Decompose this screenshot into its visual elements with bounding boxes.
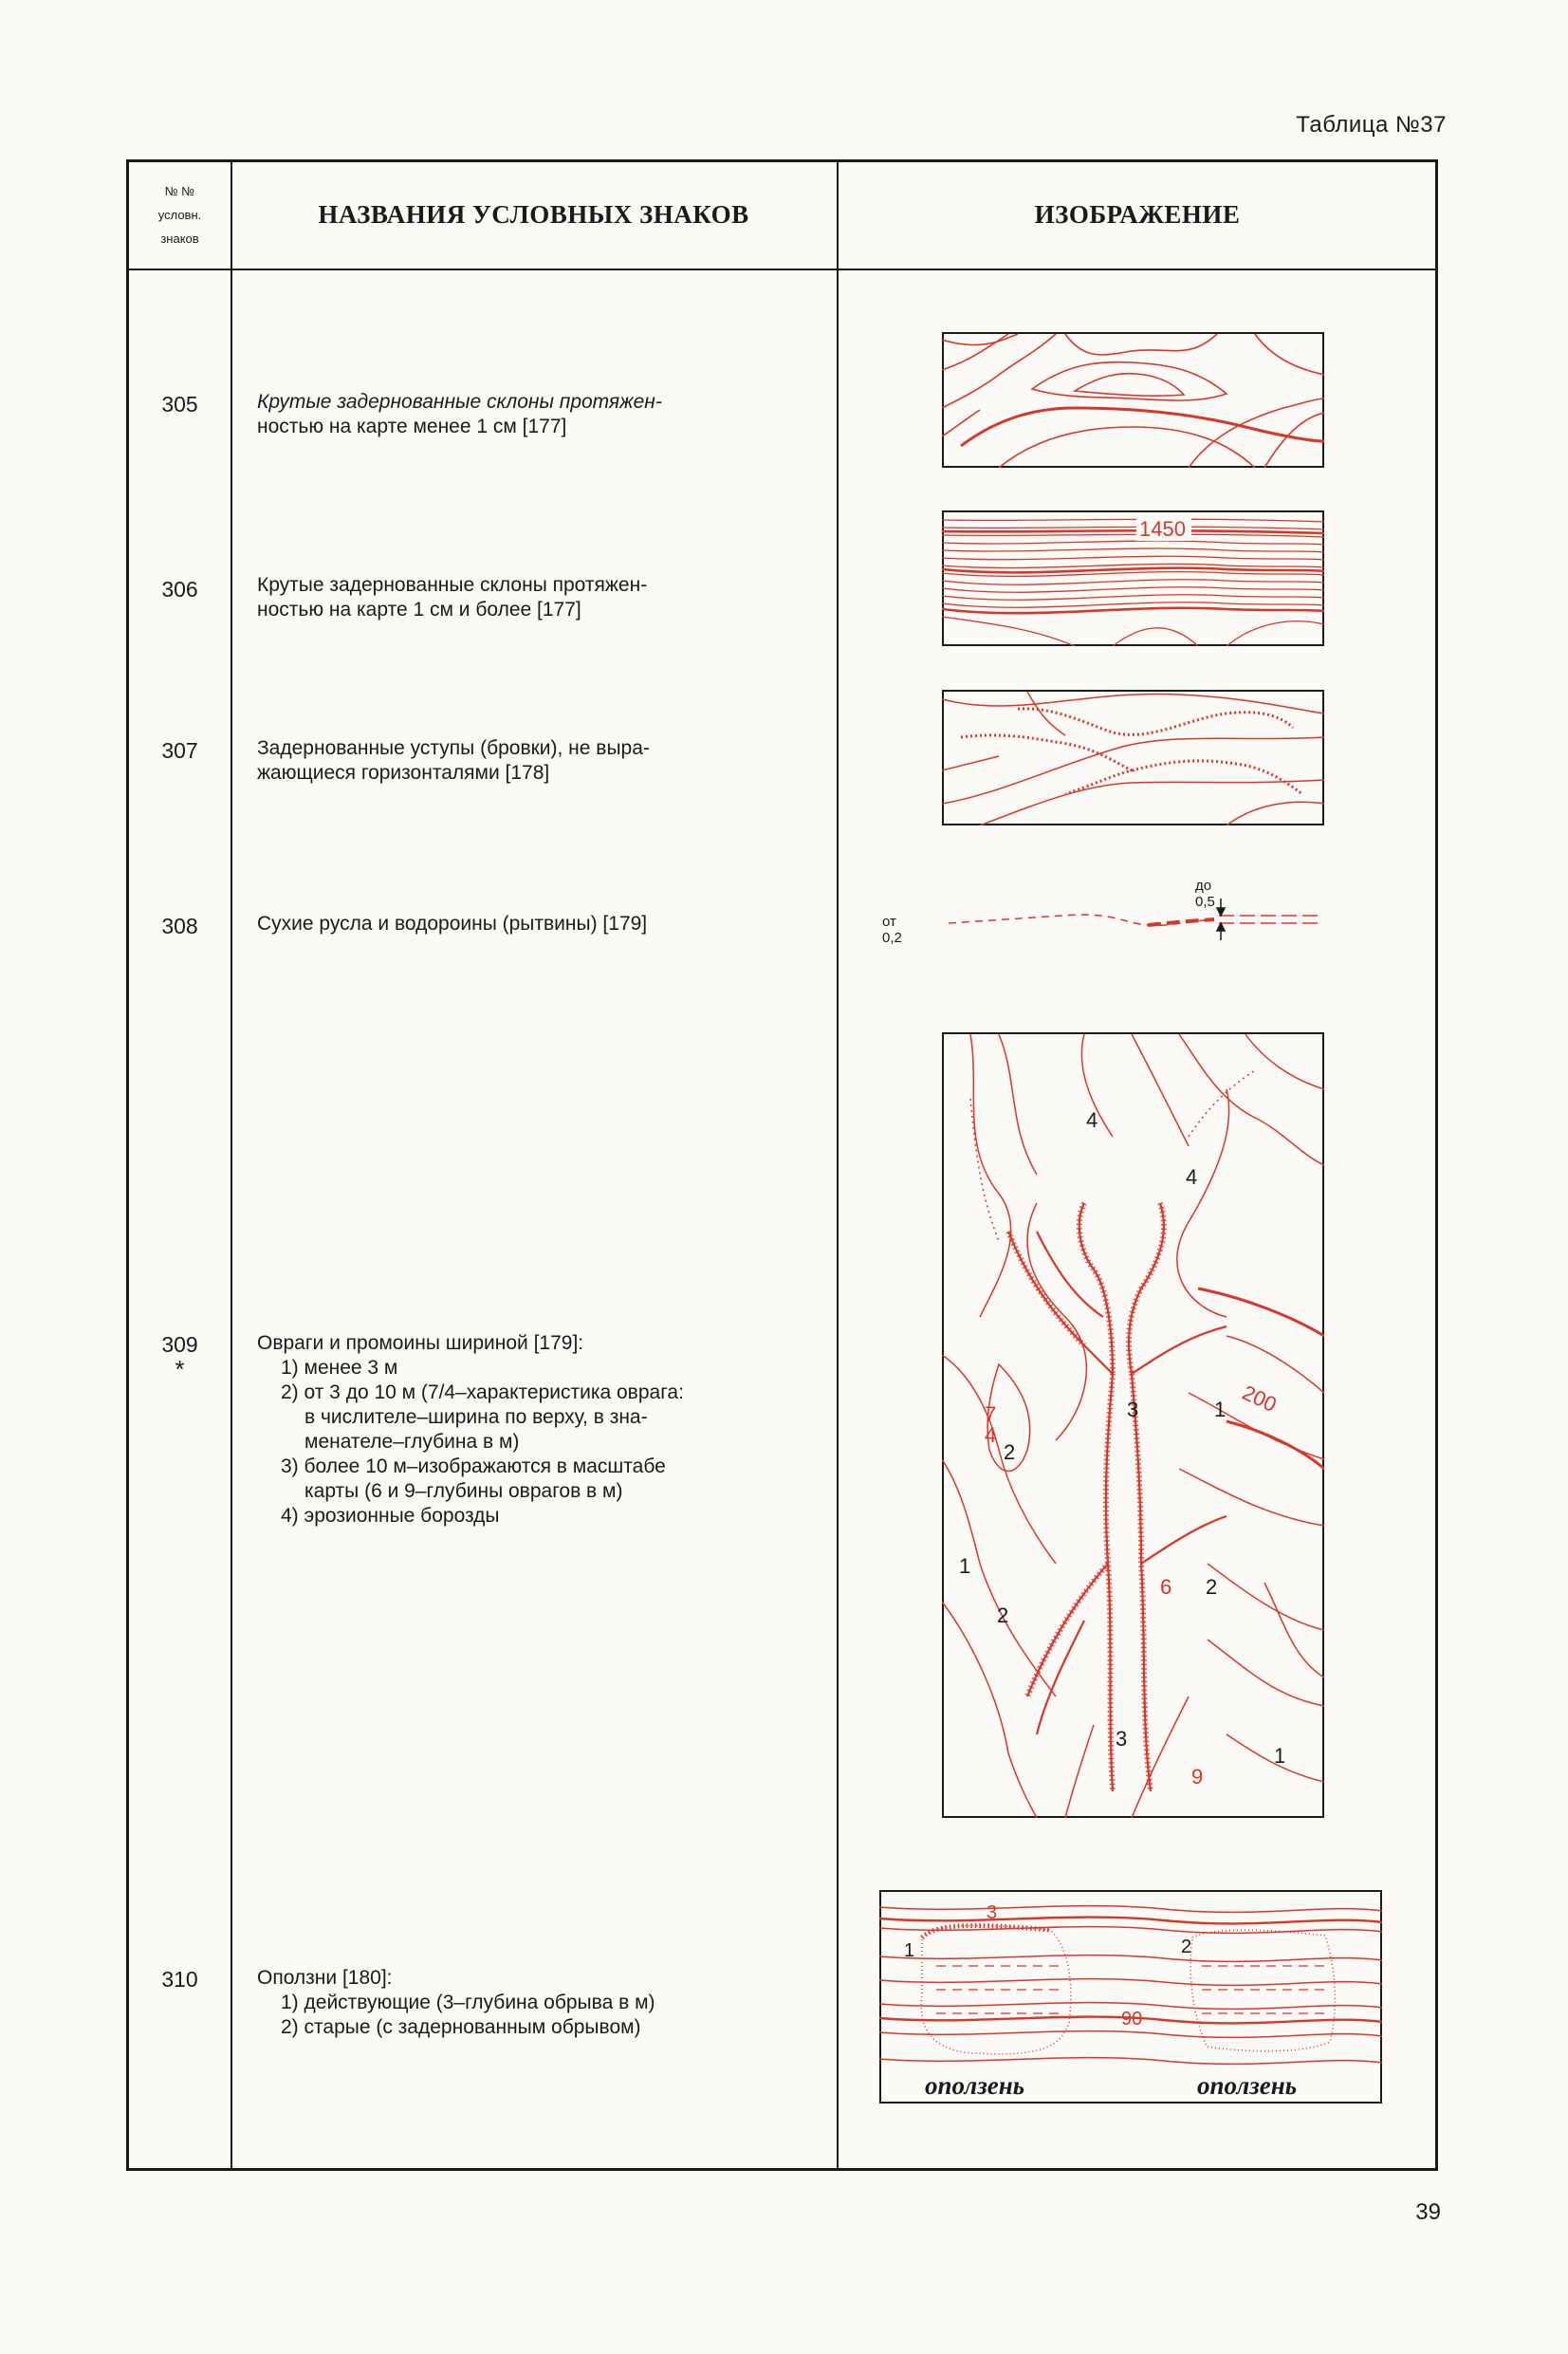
desc-line: 2) от 3 до 10 м (7/4–характеристика оврага: (281, 1381, 684, 1403)
desc-line: Сухие русла и водороины (рытвины) [179] (257, 913, 648, 935)
row-description (257, 573, 788, 622)
desc-line: 2) старые (с задернованным обрывом) (281, 2016, 641, 2038)
desc-line: в числителе–ширина по верху, в зна- (304, 1406, 648, 1428)
desc-line: 1) менее 3 м (281, 1357, 398, 1379)
row-number: 305 (161, 392, 198, 417)
row-description (257, 390, 788, 439)
depth-label: 6 (1160, 1575, 1172, 1599)
header-names: НАЗВАНИЯ УСЛОВНЫХ ЗНАКОВ (318, 200, 749, 229)
ravine-label: 3 (1116, 1727, 1128, 1751)
figure-steep-slopes-short (942, 332, 1324, 468)
landslide-label: 2 (1181, 1937, 1192, 1957)
desc-line: Крутые задернованные склоны протяжен- (257, 574, 648, 596)
asterisk-mark: * (175, 1355, 185, 1383)
row-number: 306 (161, 577, 198, 602)
depth-label: 9 (1191, 1765, 1204, 1789)
header-number-line: знаков (160, 232, 199, 246)
row-description (257, 912, 788, 936)
header-image: ИЗОБРАЖЕНИЕ (1034, 200, 1241, 229)
ravine-label: 2 (1206, 1575, 1218, 1599)
depth-label: 3 (987, 1902, 998, 1923)
desc-line: ностью на карте 1 см и более [177] (257, 599, 581, 621)
desc-line: жающиеся горизонталями [178] (257, 762, 550, 784)
ravine-label: 1 (1274, 1744, 1286, 1768)
row-number: 308 (161, 914, 198, 938)
contour-label: 1450 (1139, 517, 1186, 541)
figure-landslides (879, 1890, 1382, 2104)
header-number-line: условн. (157, 208, 202, 222)
ravine-label: 2 (997, 1603, 1009, 1627)
desc-line: Задернованные уступы (бровки), не выра- (257, 737, 650, 759)
ravine-label: 4 (1086, 1108, 1098, 1132)
ravine-label: 1 (1214, 1398, 1227, 1421)
desc-line: 3) более 10 м–изображаются в масштабе (281, 1455, 666, 1477)
ravine-label: 7 (985, 1402, 997, 1426)
figure-ravines (942, 1032, 1324, 1818)
row-description (257, 736, 788, 786)
desc-line: Овраги и промоины шириной [179]: (257, 1332, 584, 1354)
row-number: 307 (161, 738, 198, 763)
landslide-caption: оползень (1197, 2071, 1298, 2100)
desc-line: ностью на карте менее 1 см [177] (257, 416, 567, 437)
column-divider (231, 162, 232, 2168)
table-label: Таблица №37 (1296, 112, 1447, 138)
column-divider (837, 162, 839, 2168)
width-max-label: до 0,5 (1195, 878, 1215, 910)
desc-line: Крутые задернованные склоны протяжен- (257, 391, 662, 413)
desc-line: 1) действующие (3–глубина обрыва в м) (281, 1992, 655, 2013)
contour-label: 90 (1121, 2009, 1143, 2030)
ravine-label: 2 (1004, 1440, 1016, 1464)
width-min-label: от 0,2 (882, 914, 902, 946)
landslide-caption: оползень (925, 2071, 1025, 2100)
ravine-label: 4 (1186, 1165, 1198, 1189)
desc-line: менателе–глубина в м) (304, 1431, 520, 1453)
ravine-label: 3 (1127, 1398, 1139, 1421)
contour-label: 200 (1238, 1380, 1281, 1418)
row-description (257, 1966, 788, 2040)
ravine-label: 1 (959, 1554, 971, 1578)
row-number (129, 1332, 231, 1381)
page-number: 39 (1415, 2199, 1441, 2225)
row-description (257, 1331, 788, 1529)
desc-line: 4) эрозионные борозды (281, 1505, 500, 1527)
figure-sod-terraces (942, 690, 1324, 825)
ravine-label: 4 (985, 1423, 997, 1447)
figure-steep-slopes-long (942, 510, 1324, 646)
header-number-line: № № (164, 184, 195, 198)
header-number (129, 179, 231, 250)
desc-line: Оползни [180]: (257, 1967, 393, 1989)
desc-line: карты (6 и 9–глубины оврагов в м) (304, 1480, 623, 1502)
landslide-label: 1 (904, 1940, 915, 1961)
header-divider (129, 269, 1435, 270)
row-number-value: 309 (161, 1332, 198, 1357)
row-number: 310 (161, 1967, 198, 1992)
